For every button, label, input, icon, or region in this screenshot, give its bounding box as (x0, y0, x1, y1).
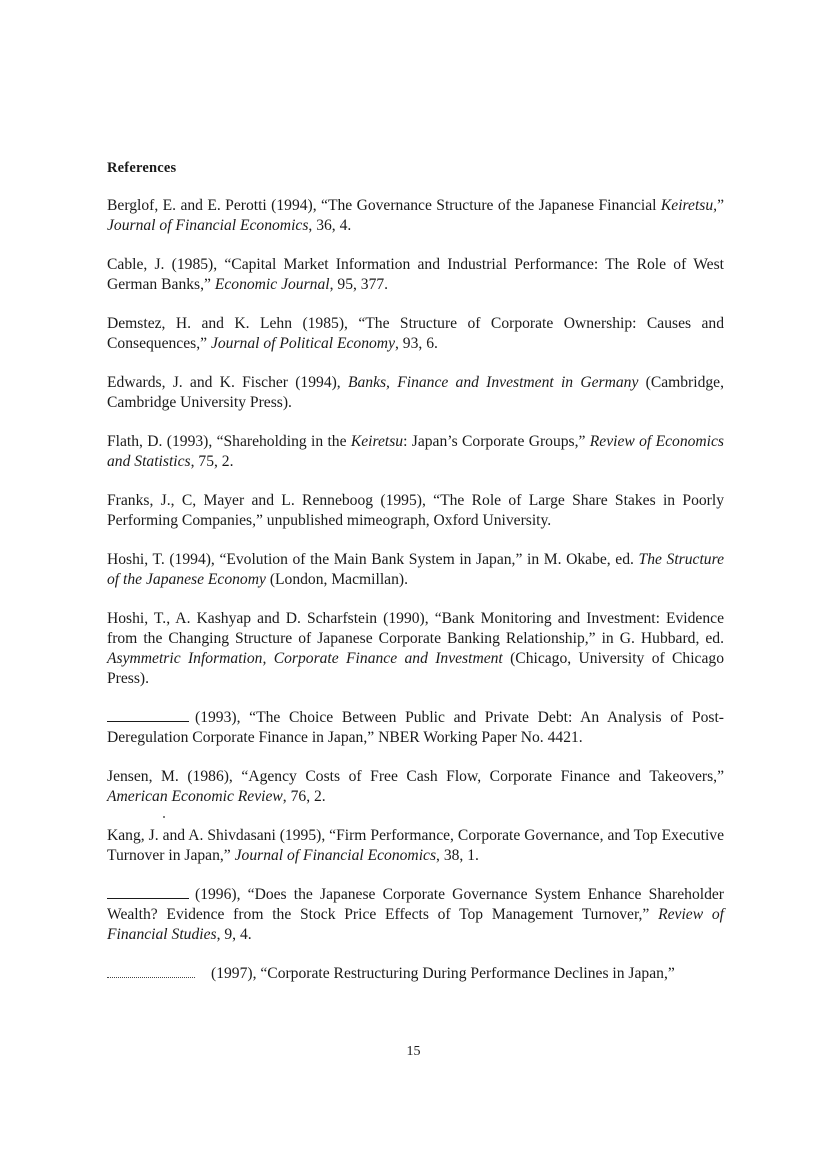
reference-kang-shivdasani-1995: Kang, J. and A. Shivdasani (1995), “Firm Performance, Corporate Governance, and Top Executive Turnover in Japan,” Journal of Financial Economics, 38, 1. (107, 827, 724, 864)
reference-demstez-lehn: Demstez, H. and K. Lehn (1985), “The Structure of Corporate Ownership: Causes and Consequences,” Journal of Political Economy, 93, 6. (107, 315, 724, 352)
page-number: 15 (406, 1044, 421, 1059)
reference-franks-mayer-renneboog: Franks, J., C, Mayer and L. Renneboog (1995), “The Role of Large Share Stakes in Poorly Performing Companies,” unpublished mimeograph, Oxford University. (107, 492, 724, 529)
repeated-author-rule (107, 720, 189, 722)
reference-kang-shivdasani-1996: (1996), “Does the Japanese Corporate Governance System Enhance Shareholder Wealth? Evidence from the Stock Price Effects of Top Management Turnover,” Review of Financial Studies, 9, 4. (107, 886, 724, 943)
reference-hoshi-kashyap-scharfstein-1990: Hoshi, T., A. Kashyap and D. Scharfstein (1990), “Bank Monitoring and Investment: Evidence from the Changing Structure of Japanese Corporate Banking Relationship,” in G. Hubbard, ed. Asymmetric Information, Corporate Finance and Investment (Chicago, University of Chicago Press). (107, 610, 724, 687)
reference-kang-shivdasani-1997: (1997), “Corporate Restructuring During Performance Declines in Japan,” (107, 964, 724, 984)
reference-flath: Flath, D. (1993), “Shareholding in the Keiretsu: Japan’s Corporate Groups,” Review of Economics and Statistics, 75, 2. (107, 433, 725, 470)
reference-list (107, 196, 724, 1003)
reference-hoshi-kashyap-scharfstein-1993: (1993), “The Choice Between Public and Private Debt: An Analysis of Post-Deregulation Corporate Finance in Japan,” NBER Working Paper No. 4421. (107, 709, 724, 746)
repeated-author-rule (107, 897, 189, 899)
reference-hoshi-1994: Hoshi, T. (1994), “Evolution of the Main Bank System in Japan,” in M. Okabe, ed. The Structure of the Japanese Economy (London, Macmillan). (107, 551, 725, 588)
reference-jensen: Jensen, M. (1986), “Agency Costs of Free Cash Flow, Corporate Finance and Takeovers,” American Economic Review, 76, 2. (107, 768, 724, 805)
reference-edwards-fischer: Edwards, J. and K. Fischer (1994), Banks, Finance and Investment in Germany (Cambridge, Cambridge University Press). (107, 374, 724, 411)
scan-speck (163, 816, 165, 818)
repeated-author-rule (107, 976, 195, 978)
references-heading: References (107, 160, 177, 176)
reference-berglof-perotti: Berglof, E. and E. Perotti (1994), “The Governance Structure of the Japanese Financial Keiretsu,” Journal of Financial Economics, 36, 4. (107, 197, 724, 234)
reference-cable: Cable, J. (1985), “Capital Market Information and Industrial Performance: The Role of West German Banks,” Economic Journal, 95, 377. (107, 256, 724, 293)
